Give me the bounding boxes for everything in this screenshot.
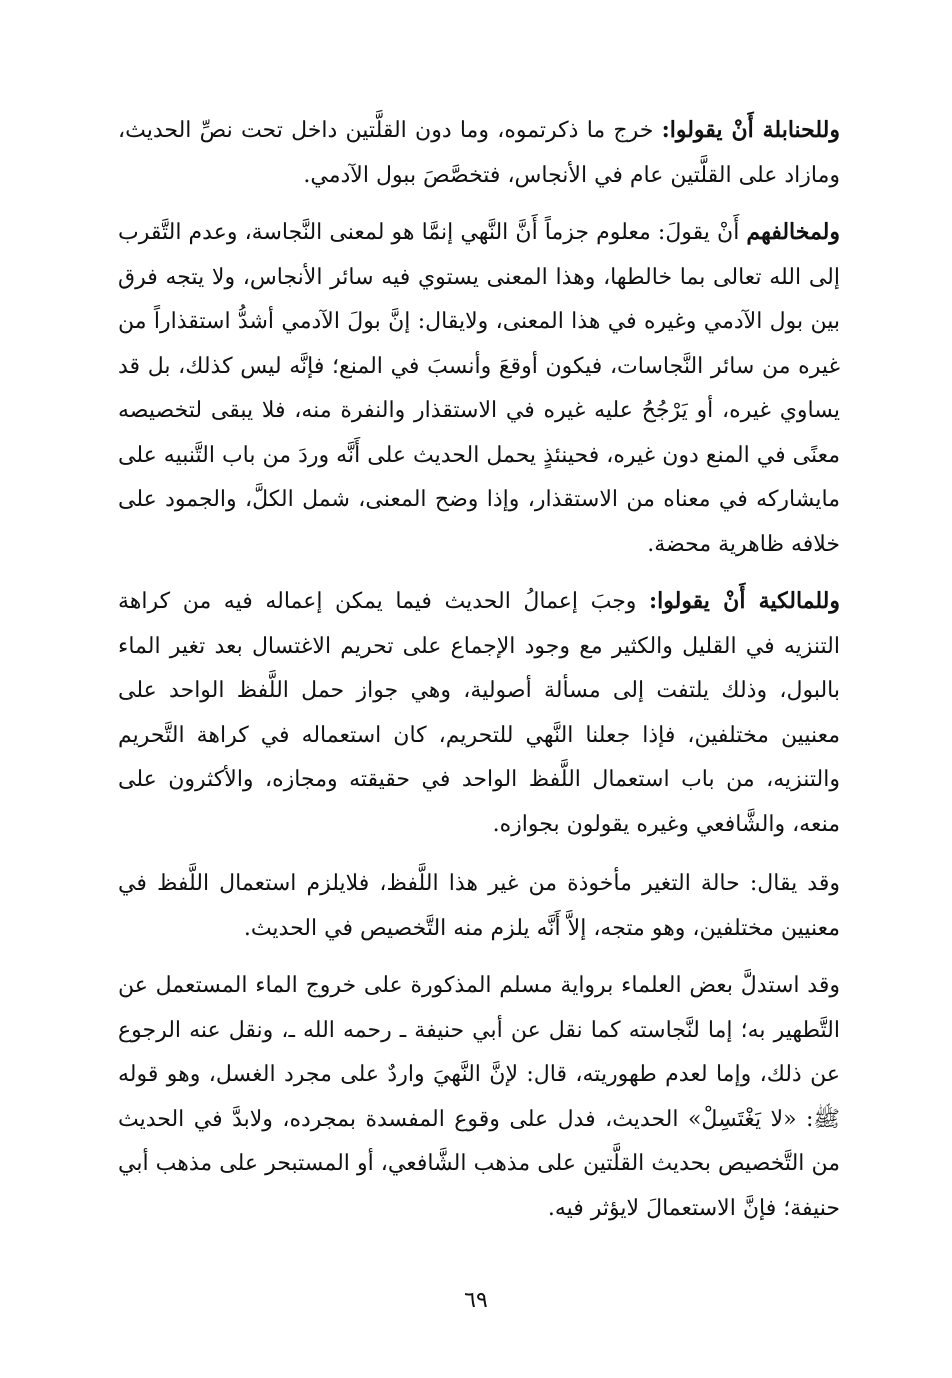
paragraph-used-water [118, 963, 840, 1231]
paragraph-text: وقد استدلَّ بعض العلماء برواية مسلم المذكورة على خروج الماء المستعمل عن التَّطهير به؛ إما لنَّجاسته كما نقل عن أبي حنيفة ـ رحمه الله ـ، ونقل عنه الرجوع عن ذلك، وإما لعدم طهوريته، قال: لإنَّ النَّهيَ واردٌ على مجرد الغسل، وهو قوله ﷺ: «لا يَغْتَسِلْ» الحديث، فدل على وقوع المفسدة بمجرده، ولابدَّ في الحديث من التَّخصيص بحديث القلَّتين على مذهب الشَّافعي، أو المستبحر على مذهب أبي حنيفة؛ فإنَّ الاستعمالَ لايؤثر فيه. [118, 973, 840, 1221]
paragraph-malikiyya [118, 579, 840, 847]
paragraph-text: وجبَ إعمالُ الحديث فيما يمكن إعماله فيه من كراهة التنزيه في القليل والكثير مع وجود الإجماع على تحريم الاغتسال بعد تغير الماء بالبول، وذلك يلتفت إلى مسألة أصولية، وهي جواز حمل اللَّفظ الواحد على معنيين مختلفين، فإذا جعلنا النَّهي للتحريم، كان استعماله في كراهة التَّحريم والتنزيه، من باب استعمال اللَّفظ الواحد في حقيقته ومجازه، والأكثرون على منعه، والشَّافعي وغيره يقولون بجوازه. [118, 589, 840, 837]
page-number: ٦٩ [464, 1288, 488, 1313]
paragraph-lead: وللحنابلة أَنْ يقولوا: [661, 117, 840, 143]
paragraph-opponents [118, 210, 840, 567]
paragraph-text: وقد يقال: حالة التغير مأخوذة من غير هذا اللَّفظ، فلايلزم استعمال اللَّفظ في معنيين مختلفين، وهو متجه، إلاَّ أَنَّه يلزم منه التَّخصيص في الحديث. [118, 871, 840, 941]
paragraph-lead: وللمالكية أَنْ يقولوا: [649, 588, 841, 614]
paragraph-lead: ولمخالفهم [746, 219, 840, 245]
paragraph-objection [118, 861, 840, 951]
paragraph-hanabila [118, 108, 840, 198]
paragraph-text: خرج ما ذكرتموه، وما دون القلَّتين داخل تحت نصِّ الحديث، ومازاد على القلَّتين عام في الأنجاس، فتخصَّصَ ببول الآدمي. [118, 118, 840, 188]
page-body [118, 108, 840, 1243]
paragraph-text: أَنْ يقولَ: معلوم جزماً أَنَّ النَّهي إنمَّا هو لمعنى النَّجاسة، وعدم التَّقرب إلى الله تعالى بما خالطها، وهذا المعنى يستوي فيه سائر الأنجاس، ولا يتجه فرق بين بول الآدمي وغيره في هذا المعنى، ولايقال: إنَّ بولَ الآدمي أشدُّ استقذاراً من غيره من سائر النَّجاسات، فيكون أوقعَ وأنسبَ في المنع؛ فإنَّه ليس كذلك، بل قد يساوي غيره، أو يَرْجُحُ عليه غيره في الاستقذار والنفرة منه، فلا يبقى لتخصيصه معنًى في المنع دون غيره، فحينئذٍ يحمل الحديث على أَنَّه وردَ من باب التَّنبيه على مايشاركه في معناه من الاستقذار، وإذا وضح المعنى، شمل الكلَّ، والجمود على خلافه ظاهرية محضة. [118, 220, 840, 557]
